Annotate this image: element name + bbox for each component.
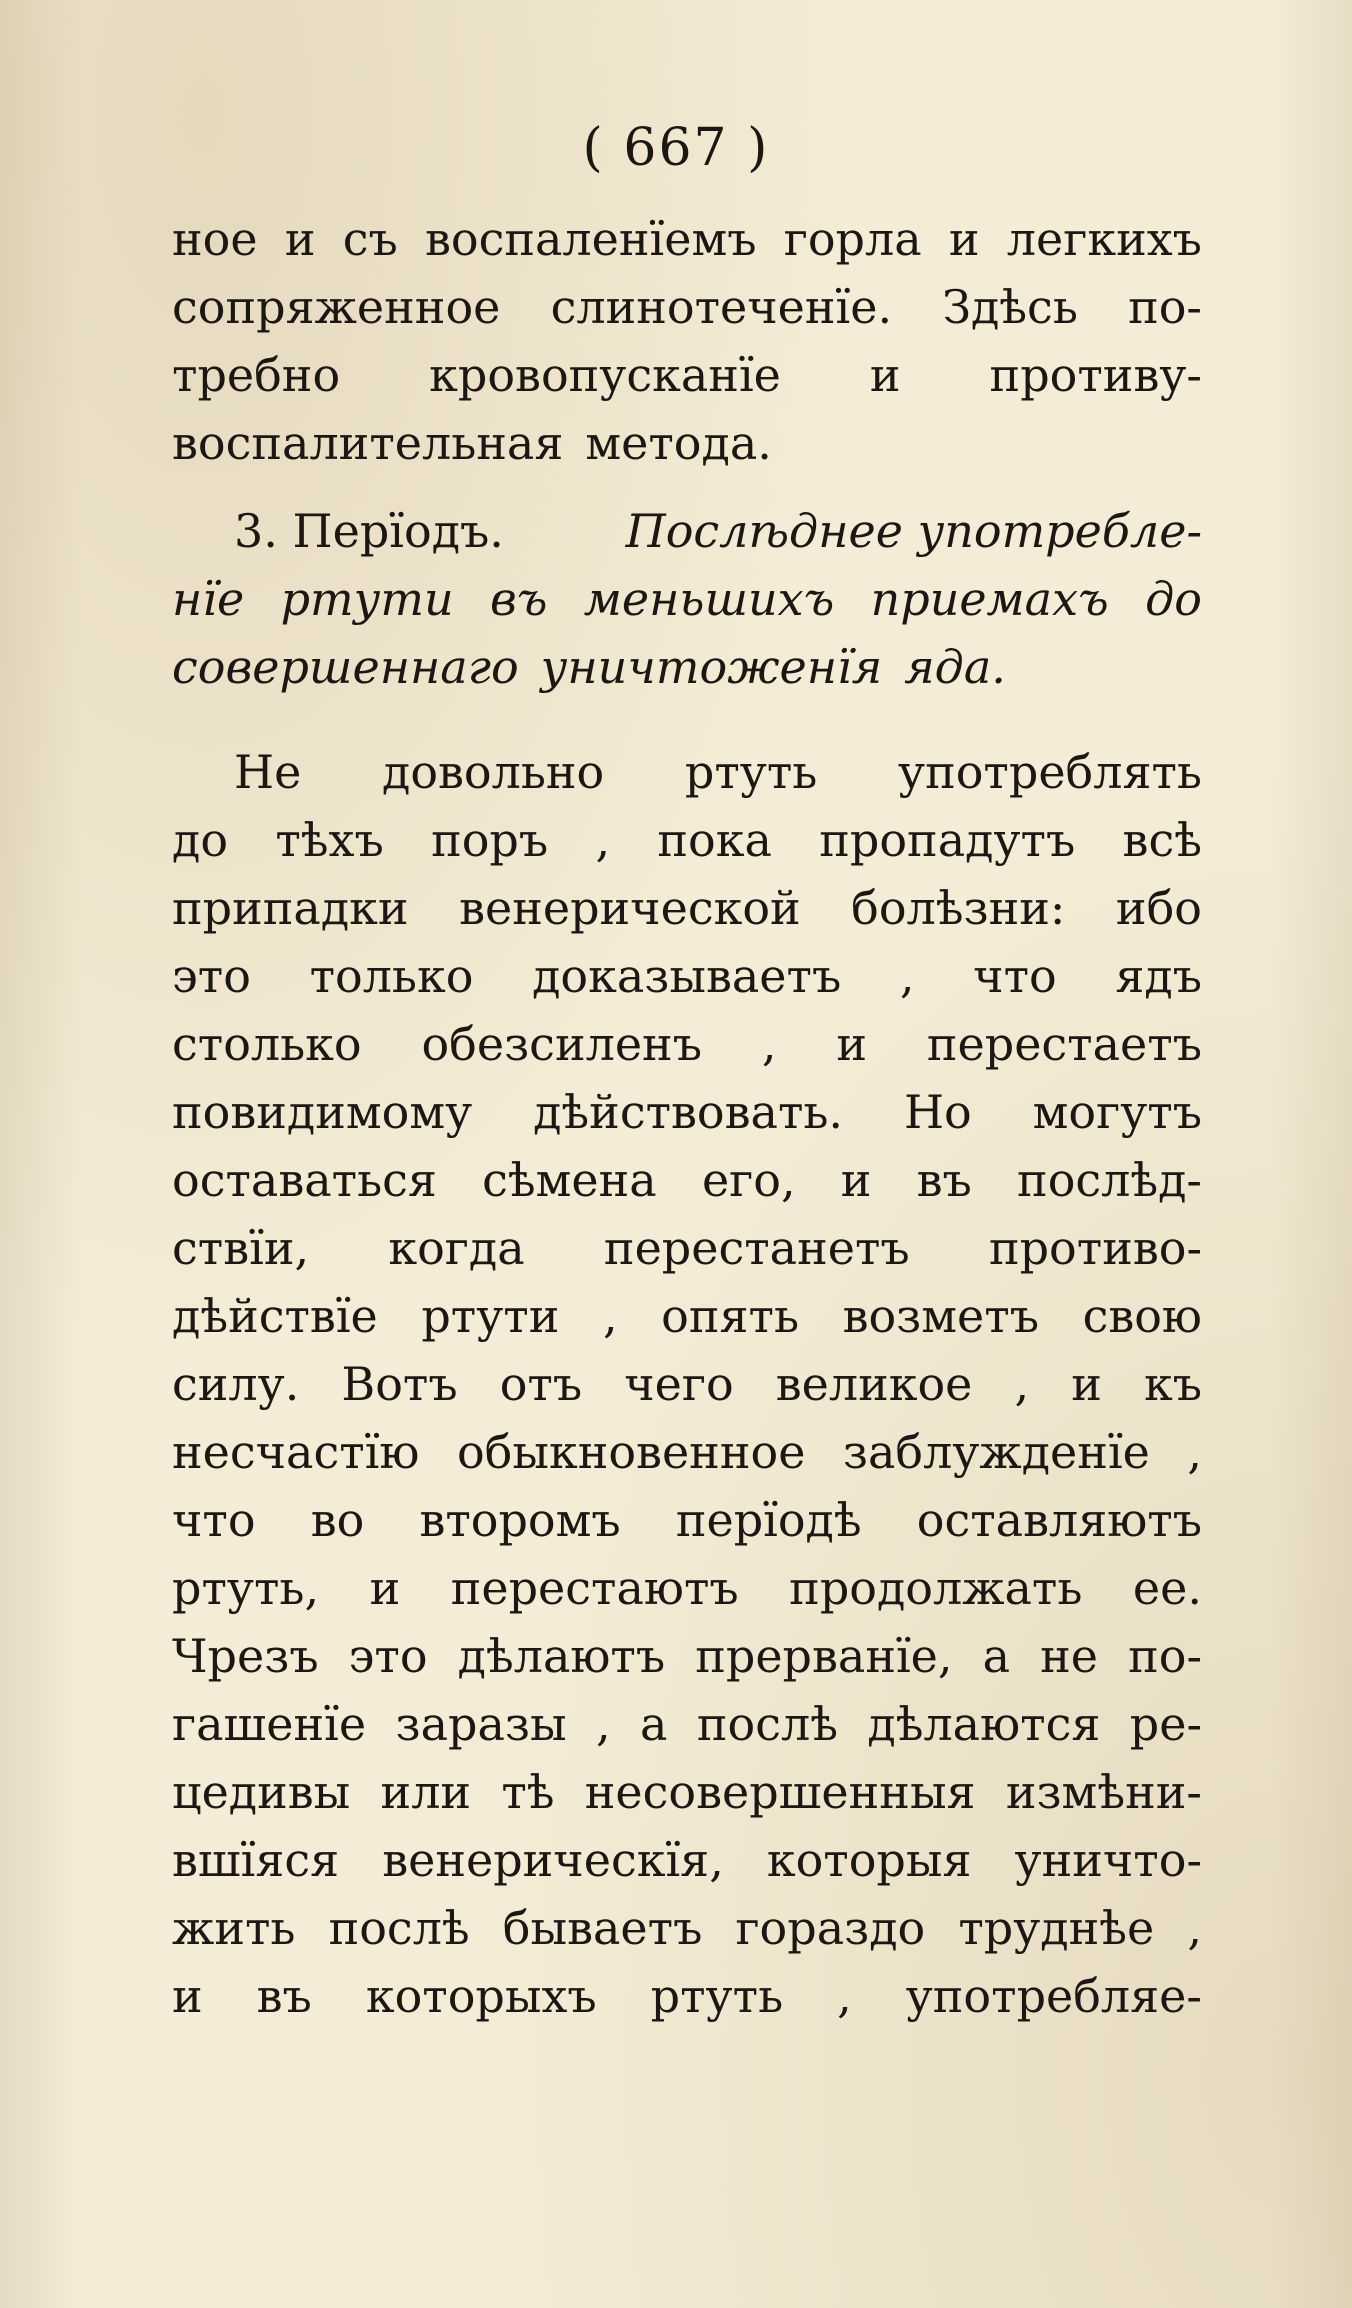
word: вшїяся <box>172 1833 340 1887</box>
word: горла <box>783 212 922 266</box>
word: его, <box>701 1153 796 1207</box>
word: до <box>172 813 229 867</box>
word: противо- <box>988 1221 1202 1275</box>
word: опять <box>661 1289 800 1343</box>
word: Здѣсь <box>942 280 1078 334</box>
text-line <box>172 565 1202 633</box>
word: уничтоженїя <box>540 640 883 694</box>
word: заблужденїе <box>842 1425 1150 1479</box>
word: жить <box>172 1901 296 1955</box>
word: оставаться <box>172 1153 437 1207</box>
word: ибо <box>1115 881 1202 935</box>
period-heading-line <box>172 497 1202 565</box>
word: когда <box>388 1221 525 1275</box>
word: это <box>172 949 251 1003</box>
period-title-start: Послѣднее употребле- <box>625 504 1202 558</box>
text-line <box>172 1554 1202 1622</box>
word: обыкновенное <box>456 1425 806 1479</box>
word: дѣлаютъ <box>457 1629 666 1683</box>
word: совершеннаго <box>172 640 519 694</box>
word: Чрезъ <box>172 1629 319 1683</box>
word: ядъ <box>1115 949 1202 1003</box>
word: только <box>309 949 474 1003</box>
word: не <box>1040 1629 1099 1683</box>
word: ртуть <box>650 1969 784 2023</box>
text-line <box>172 806 1202 874</box>
word: которыхъ <box>365 1969 597 2023</box>
word: тѣхъ <box>275 813 384 867</box>
paragraph-2-period-heading <box>172 497 1202 701</box>
word: болѣзни: <box>851 881 1066 935</box>
word: употреблять <box>898 745 1202 799</box>
word: тѣ <box>501 1765 555 1819</box>
word: къ <box>1143 1357 1202 1411</box>
text-line <box>172 1282 1202 1350</box>
word: метода. <box>585 416 772 470</box>
word: до <box>1145 572 1202 626</box>
text-line <box>172 205 1202 273</box>
paragraph-3 <box>172 738 1202 2030</box>
word: перестаетъ <box>926 1017 1202 1071</box>
word: , <box>1014 1357 1030 1411</box>
word: силу. <box>172 1357 300 1411</box>
word: великое <box>775 1357 973 1411</box>
word: по- <box>1128 1629 1202 1683</box>
word: Но <box>903 1085 972 1139</box>
text-line <box>172 1078 1202 1146</box>
word: и <box>284 212 316 266</box>
word: перестаютъ <box>450 1561 739 1615</box>
word: уничто- <box>1014 1833 1202 1887</box>
text-line <box>172 1350 1202 1418</box>
text-line <box>172 874 1202 942</box>
word: оставляютъ <box>916 1493 1202 1547</box>
text-line <box>172 1690 1202 1758</box>
word: Не <box>234 745 302 799</box>
word: и <box>172 1969 203 2023</box>
word: сопряженное <box>172 280 501 334</box>
word: второмъ <box>419 1493 621 1547</box>
word: приемахъ <box>870 572 1109 626</box>
word: свою <box>1082 1289 1202 1343</box>
word: по- <box>1128 280 1202 334</box>
text-line <box>172 1826 1202 1894</box>
word: гашенїе <box>172 1697 367 1751</box>
word: это <box>348 1629 428 1683</box>
word: пока <box>657 813 772 867</box>
word: дѣлаются <box>867 1697 1101 1751</box>
word: венерической <box>459 881 801 935</box>
word: доказываетъ <box>532 949 842 1003</box>
word: воспалительная <box>172 416 564 470</box>
word: , <box>899 949 915 1003</box>
word: а <box>640 1697 668 1751</box>
word: возметъ <box>842 1289 1039 1343</box>
word: , <box>596 1697 611 1751</box>
word: пропадутъ <box>819 813 1076 867</box>
word: венерическїя, <box>382 1833 724 1887</box>
word: яда. <box>904 640 1006 694</box>
word: повидимому <box>172 1085 473 1139</box>
word: ствїи, <box>172 1221 310 1275</box>
text-line <box>172 1758 1202 1826</box>
word: ртуть, <box>172 1561 320 1615</box>
word: дѣйствовать. <box>533 1085 844 1139</box>
word: и <box>1071 1357 1102 1411</box>
word: въ <box>916 1153 972 1207</box>
text-line <box>172 1486 1202 1554</box>
word: Вотъ <box>341 1357 458 1411</box>
word: а <box>982 1629 1011 1683</box>
text-line <box>172 1010 1202 1078</box>
text-line <box>172 1214 1202 1282</box>
word: ее. <box>1132 1561 1202 1615</box>
word: что <box>973 949 1057 1003</box>
word: во <box>310 1493 365 1547</box>
word: обезсиленъ <box>421 1017 702 1071</box>
word: дѣйствїе <box>172 1289 378 1343</box>
word: что <box>172 1493 256 1547</box>
word: слинотеченїе. <box>550 280 893 334</box>
text-line <box>172 942 1202 1010</box>
word: , <box>1187 1425 1202 1479</box>
text-line <box>172 633 1202 701</box>
word: несовершенныя <box>584 1765 976 1819</box>
word: поръ <box>431 813 549 867</box>
word: , <box>837 1969 852 2023</box>
word: которыя <box>766 1833 972 1887</box>
word: и <box>869 348 901 402</box>
word: въ <box>489 572 548 626</box>
word: прерванїе, <box>695 1629 953 1683</box>
word: употребляе- <box>905 1969 1202 2023</box>
word: или <box>380 1765 472 1819</box>
word: меньшихъ <box>583 572 835 626</box>
text-line <box>172 1962 1202 2030</box>
word: несчастїю <box>172 1425 420 1479</box>
word: ртуть <box>684 745 818 799</box>
word: и <box>369 1561 401 1615</box>
word: отъ <box>499 1357 583 1411</box>
word: довольно <box>382 745 605 799</box>
word: съ <box>342 212 398 266</box>
word: продолжать <box>789 1561 1083 1615</box>
word: требно <box>172 348 341 402</box>
page-number: ( 667 ) <box>582 118 770 178</box>
paragraph-1 <box>172 205 1202 477</box>
text-line <box>172 1622 1202 1690</box>
word: противу- <box>989 348 1202 402</box>
text-line <box>172 409 1202 477</box>
word: , <box>602 1289 618 1343</box>
word: гораздо <box>735 1901 926 1955</box>
word: припадки <box>172 881 409 935</box>
word: послѣд- <box>1017 1153 1202 1207</box>
word: могутъ <box>1032 1085 1202 1139</box>
word: нїе <box>172 572 245 626</box>
word: послѣ <box>328 1901 470 1955</box>
word: легкихъ <box>1006 212 1202 266</box>
period-label: 3. Перїодъ. <box>234 504 504 558</box>
text-line <box>172 1146 1202 1214</box>
word: измѣни- <box>1005 1765 1202 1819</box>
word: бываетъ <box>502 1901 703 1955</box>
word: ртути <box>421 1289 560 1343</box>
word: воспаленїемъ <box>424 212 757 266</box>
word: , <box>761 1017 777 1071</box>
word: цедивы <box>172 1765 351 1819</box>
word: чего <box>624 1357 734 1411</box>
word: заразы <box>395 1697 567 1751</box>
word: перестанетъ <box>603 1221 910 1275</box>
text-line <box>172 273 1202 341</box>
text-line <box>172 341 1202 409</box>
word: кровопусканїе <box>429 348 781 402</box>
word: и <box>836 1017 867 1071</box>
word: , <box>1187 1901 1202 1955</box>
text-line <box>172 1894 1202 1962</box>
word: перїодѣ <box>675 1493 862 1547</box>
text-line <box>172 1418 1202 1486</box>
word: всѣ <box>1122 813 1202 867</box>
word: труднѣе <box>958 1901 1155 1955</box>
text-line <box>172 738 1202 806</box>
word: послѣ <box>696 1697 838 1751</box>
word: и <box>948 212 980 266</box>
word: въ <box>256 1969 312 2023</box>
word: сѣмена <box>482 1153 657 1207</box>
word: ртути <box>280 572 454 626</box>
word: и <box>840 1153 872 1207</box>
word: , <box>595 813 611 867</box>
word: ное <box>172 212 258 266</box>
word: ре- <box>1129 1697 1202 1751</box>
word: столько <box>172 1017 362 1071</box>
